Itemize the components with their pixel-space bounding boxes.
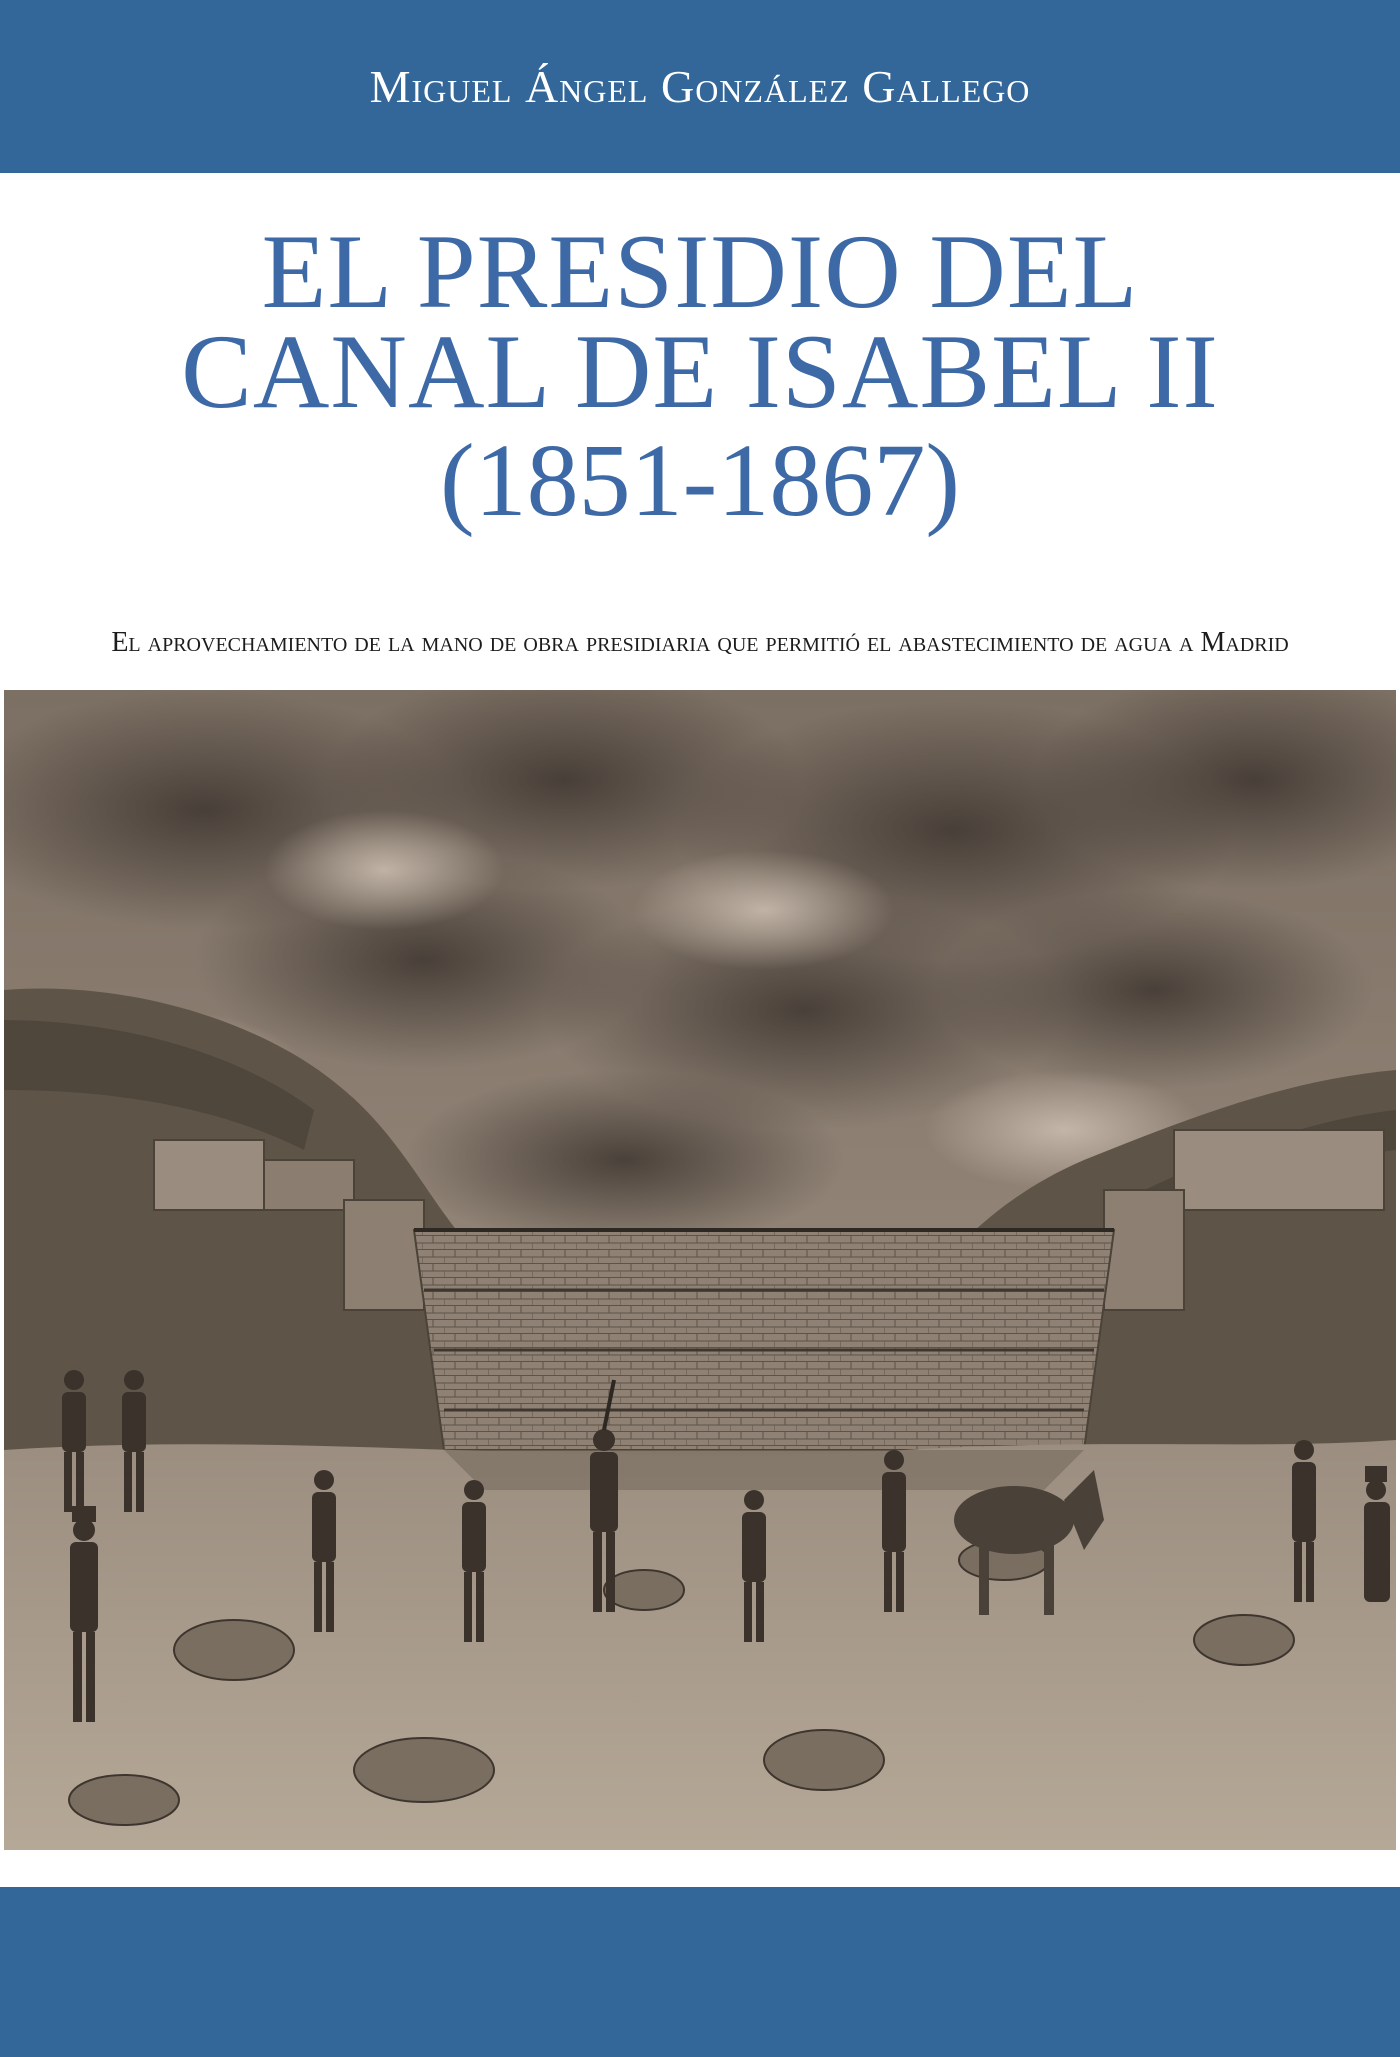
dam-construction-illustration [4, 690, 1396, 1850]
dam-wall [414, 1230, 1114, 1450]
bottom-band [0, 1887, 1400, 2057]
author-name: Miguel Ángel González Gallego [369, 61, 1031, 112]
subtitle: El aprovechamiento de la mano de obra presidiaria que permitió el abastecimiento de agua a Madrid [111, 627, 1289, 658]
title-block [0, 213, 1400, 538]
cover-illustration [4, 690, 1396, 1850]
top-band [0, 0, 1400, 173]
title-line-1: EL PRESIDIO DEL [261, 213, 1139, 330]
title-line-2: CANAL DE ISABEL II [181, 313, 1219, 430]
water-channel [444, 1450, 1084, 1490]
title-years: (1851-1867) [440, 423, 960, 538]
